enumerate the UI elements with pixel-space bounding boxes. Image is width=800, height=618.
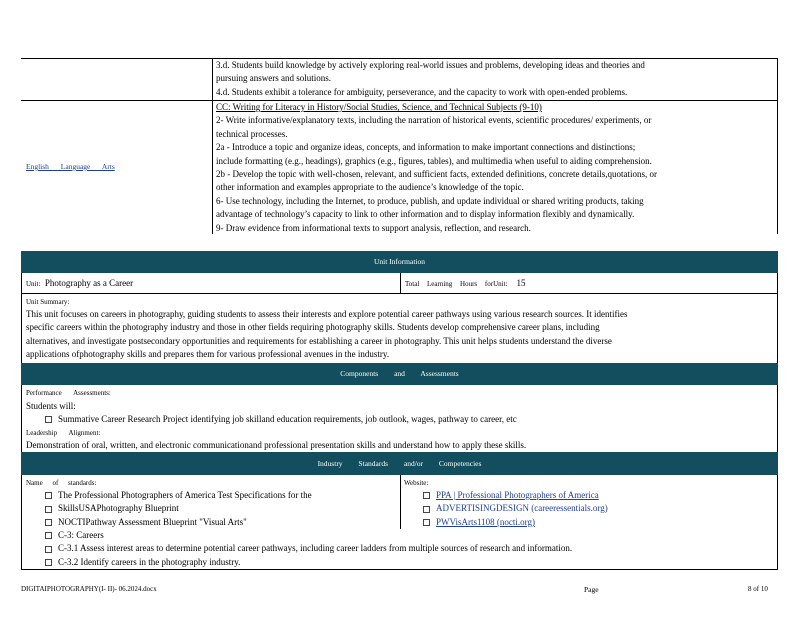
assessment-item-text: Summative Career Research Project identifying job skilland education requirements, job outlook, wages, pathway to career, etc xyxy=(58,414,517,424)
top-table-column-divider xyxy=(212,58,213,234)
competency-item xyxy=(45,556,572,569)
components-left-border xyxy=(21,385,22,452)
competency-item xyxy=(45,529,572,542)
bullet-icon xyxy=(45,559,52,566)
standards-header-text: Industry Standards and/or Competencies xyxy=(317,459,482,468)
name-of-standards-label: Name of standards: xyxy=(26,479,97,487)
standard-name-text: The Professional Photographers of America Test Specifications for the xyxy=(58,490,312,500)
standard-4d-line: 4.d. Students exhibit a tolerance for ambiguity, perseverance, and the capacity to work with open-ended problems. xyxy=(216,86,628,97)
unit-row-divider xyxy=(21,293,778,294)
standards-left-border xyxy=(21,475,22,570)
unit-information-header xyxy=(21,251,778,273)
summary-line-2: specific careers within the photography industry and those in other fields requiring photography skills. Students develop comprehensive career plans, including xyxy=(26,322,600,333)
standards-right-border xyxy=(777,475,778,570)
bullet-icon xyxy=(45,546,52,553)
subject-label: English Language Arts xyxy=(26,162,115,171)
components-right-border xyxy=(777,385,778,452)
unit-col-divider xyxy=(400,273,401,293)
students-will: Students will: xyxy=(26,401,76,411)
components-header xyxy=(21,363,778,385)
bullet-icon xyxy=(45,416,52,423)
standard-2b-line1: 2b - Develop the topic with well-chosen, relevant, and sufficient facts, extended definitions, concrete details,quotations, or xyxy=(216,169,657,180)
summary-line-1: This unit focuses on careers in photography, guiding students to assess their interests and explore potential career pathways using various research sources. It identifies xyxy=(26,309,628,319)
standards-header xyxy=(21,452,778,475)
unit-name-row xyxy=(26,277,133,291)
standard-2-line2: technical processes. xyxy=(216,128,288,139)
summary-label: Unit Summary: xyxy=(26,298,70,306)
standard-3d-line2: pursuing answers and solutions. xyxy=(216,73,331,84)
unit-label: Unit: xyxy=(26,280,41,288)
bullet-icon xyxy=(45,506,52,513)
standard-9-line: 9- Draw evidence from informational texts to support analysis, reflection, and research. xyxy=(216,222,531,233)
standard-6-line1: 6- Use technology, including the Internet, to produce, publish, and update individual or shared writing products, taking xyxy=(216,195,644,206)
leadership-label: Leadership Alignment: xyxy=(26,429,101,437)
standard-2a-line2: include formatting (e.g., headings), graphics (e.g., figures, tables), and multimedia when useful to aiding comprehension. xyxy=(216,155,652,166)
website-label: Website: xyxy=(404,479,429,487)
website-item xyxy=(423,489,608,502)
bullet-icon xyxy=(45,519,52,526)
website-link-ppa[interactable]: PPA | Professional Photographers of America xyxy=(436,490,599,500)
unit-left-border xyxy=(21,273,22,363)
footer-doc-name: DIGITAIPHOTOGRAPHY(I- II)- 06.2024.docx xyxy=(21,585,157,593)
standard-3d-line1: 3.d. Students build knowledge by actively exploring real-world issues and problems, developing ideas and theories and xyxy=(216,60,645,70)
footer-page-label: Page xyxy=(584,585,599,594)
unit-value: Photography as a Career xyxy=(44,278,134,288)
competency-text: C-3.2 Identify careers in the photography industry. xyxy=(58,556,241,567)
standard-name-text: SkillsUSAPhotography Blueprint xyxy=(58,503,179,514)
assessment-item xyxy=(45,413,517,426)
website-item xyxy=(423,516,608,529)
top-table-right-border xyxy=(777,58,778,234)
standards-name-list xyxy=(45,489,312,529)
competency-item xyxy=(45,542,572,555)
standards-website-list xyxy=(423,489,608,529)
bullet-icon xyxy=(45,532,52,539)
website-item xyxy=(423,502,608,515)
footer-page-count: 8 of 10 xyxy=(748,585,768,593)
leadership-text: Demonstration of oral, written, and electronic communicationand professional presentation skills and understand how to apply these skills. xyxy=(26,440,527,450)
summary-line-3: alternatives, and investigate postsecondary opportunities and requirements for establishing a career in photography. This unit helps students understand the diverse xyxy=(26,335,612,346)
standard-2-line1: 2- Write informative/explanatory texts, including the narration of historical events, scientific procedures/ experiments, or xyxy=(216,115,652,126)
standard-6-line2: advantage of technology’s capacity to link to other information and to display information flexibly and dynamically. xyxy=(216,209,635,220)
bullet-icon xyxy=(45,492,52,499)
summary-line-4: applications ofphotography skills and prepares them for various professional avenues in the industry. xyxy=(26,349,390,360)
cc-heading: CC: Writing for Literacy in History/Social Studies, Science, and Technical Subjects (9-10) xyxy=(216,102,542,112)
bullet-icon xyxy=(423,492,430,499)
standard-name-item xyxy=(45,502,312,515)
standard-2b-line2: other information and examples appropriate to the audience’s knowledge of the topic. xyxy=(216,182,524,193)
standard-name-item xyxy=(45,489,312,502)
unit-right-border xyxy=(777,273,778,363)
hours-value: 15 xyxy=(516,278,526,288)
bullet-icon xyxy=(423,506,430,513)
unit-information-header-text: Unit Information xyxy=(373,257,426,266)
top-row2-text xyxy=(216,101,776,235)
bullet-icon xyxy=(423,519,430,526)
unit-hours-row xyxy=(405,277,525,291)
competency-text: C-3.1 Assess interest areas to determine potential career pathways, including career ladders from multiple sources of research and information. xyxy=(58,543,573,554)
competency-text: C-3: Careers xyxy=(58,530,104,540)
standard-name-text: NOCTIPathway Assessment Blueprint "Visual Arts" xyxy=(58,516,247,527)
website-link-advertising[interactable]: ADVERTISINGDESIGN (careeressentials.org) xyxy=(436,503,608,514)
components-header-text: Components and Assessments xyxy=(340,369,459,378)
standard-2a-line1: 2a - Introduce a topic and organize ideas, concepts, and information to make important connections and distinctions; xyxy=(216,142,636,153)
unit-summary xyxy=(26,308,776,362)
standard-name-item xyxy=(45,516,312,529)
top-row1-text xyxy=(216,59,741,99)
performance-label: Performance Assessments: xyxy=(26,389,111,397)
website-link-nocti[interactable]: PWVisArts1108 (nocti.org) xyxy=(436,516,535,527)
standards-col-divider xyxy=(400,475,401,529)
hours-label: Total Learning Hours forUnit: xyxy=(405,280,508,288)
competency-list xyxy=(45,529,572,569)
